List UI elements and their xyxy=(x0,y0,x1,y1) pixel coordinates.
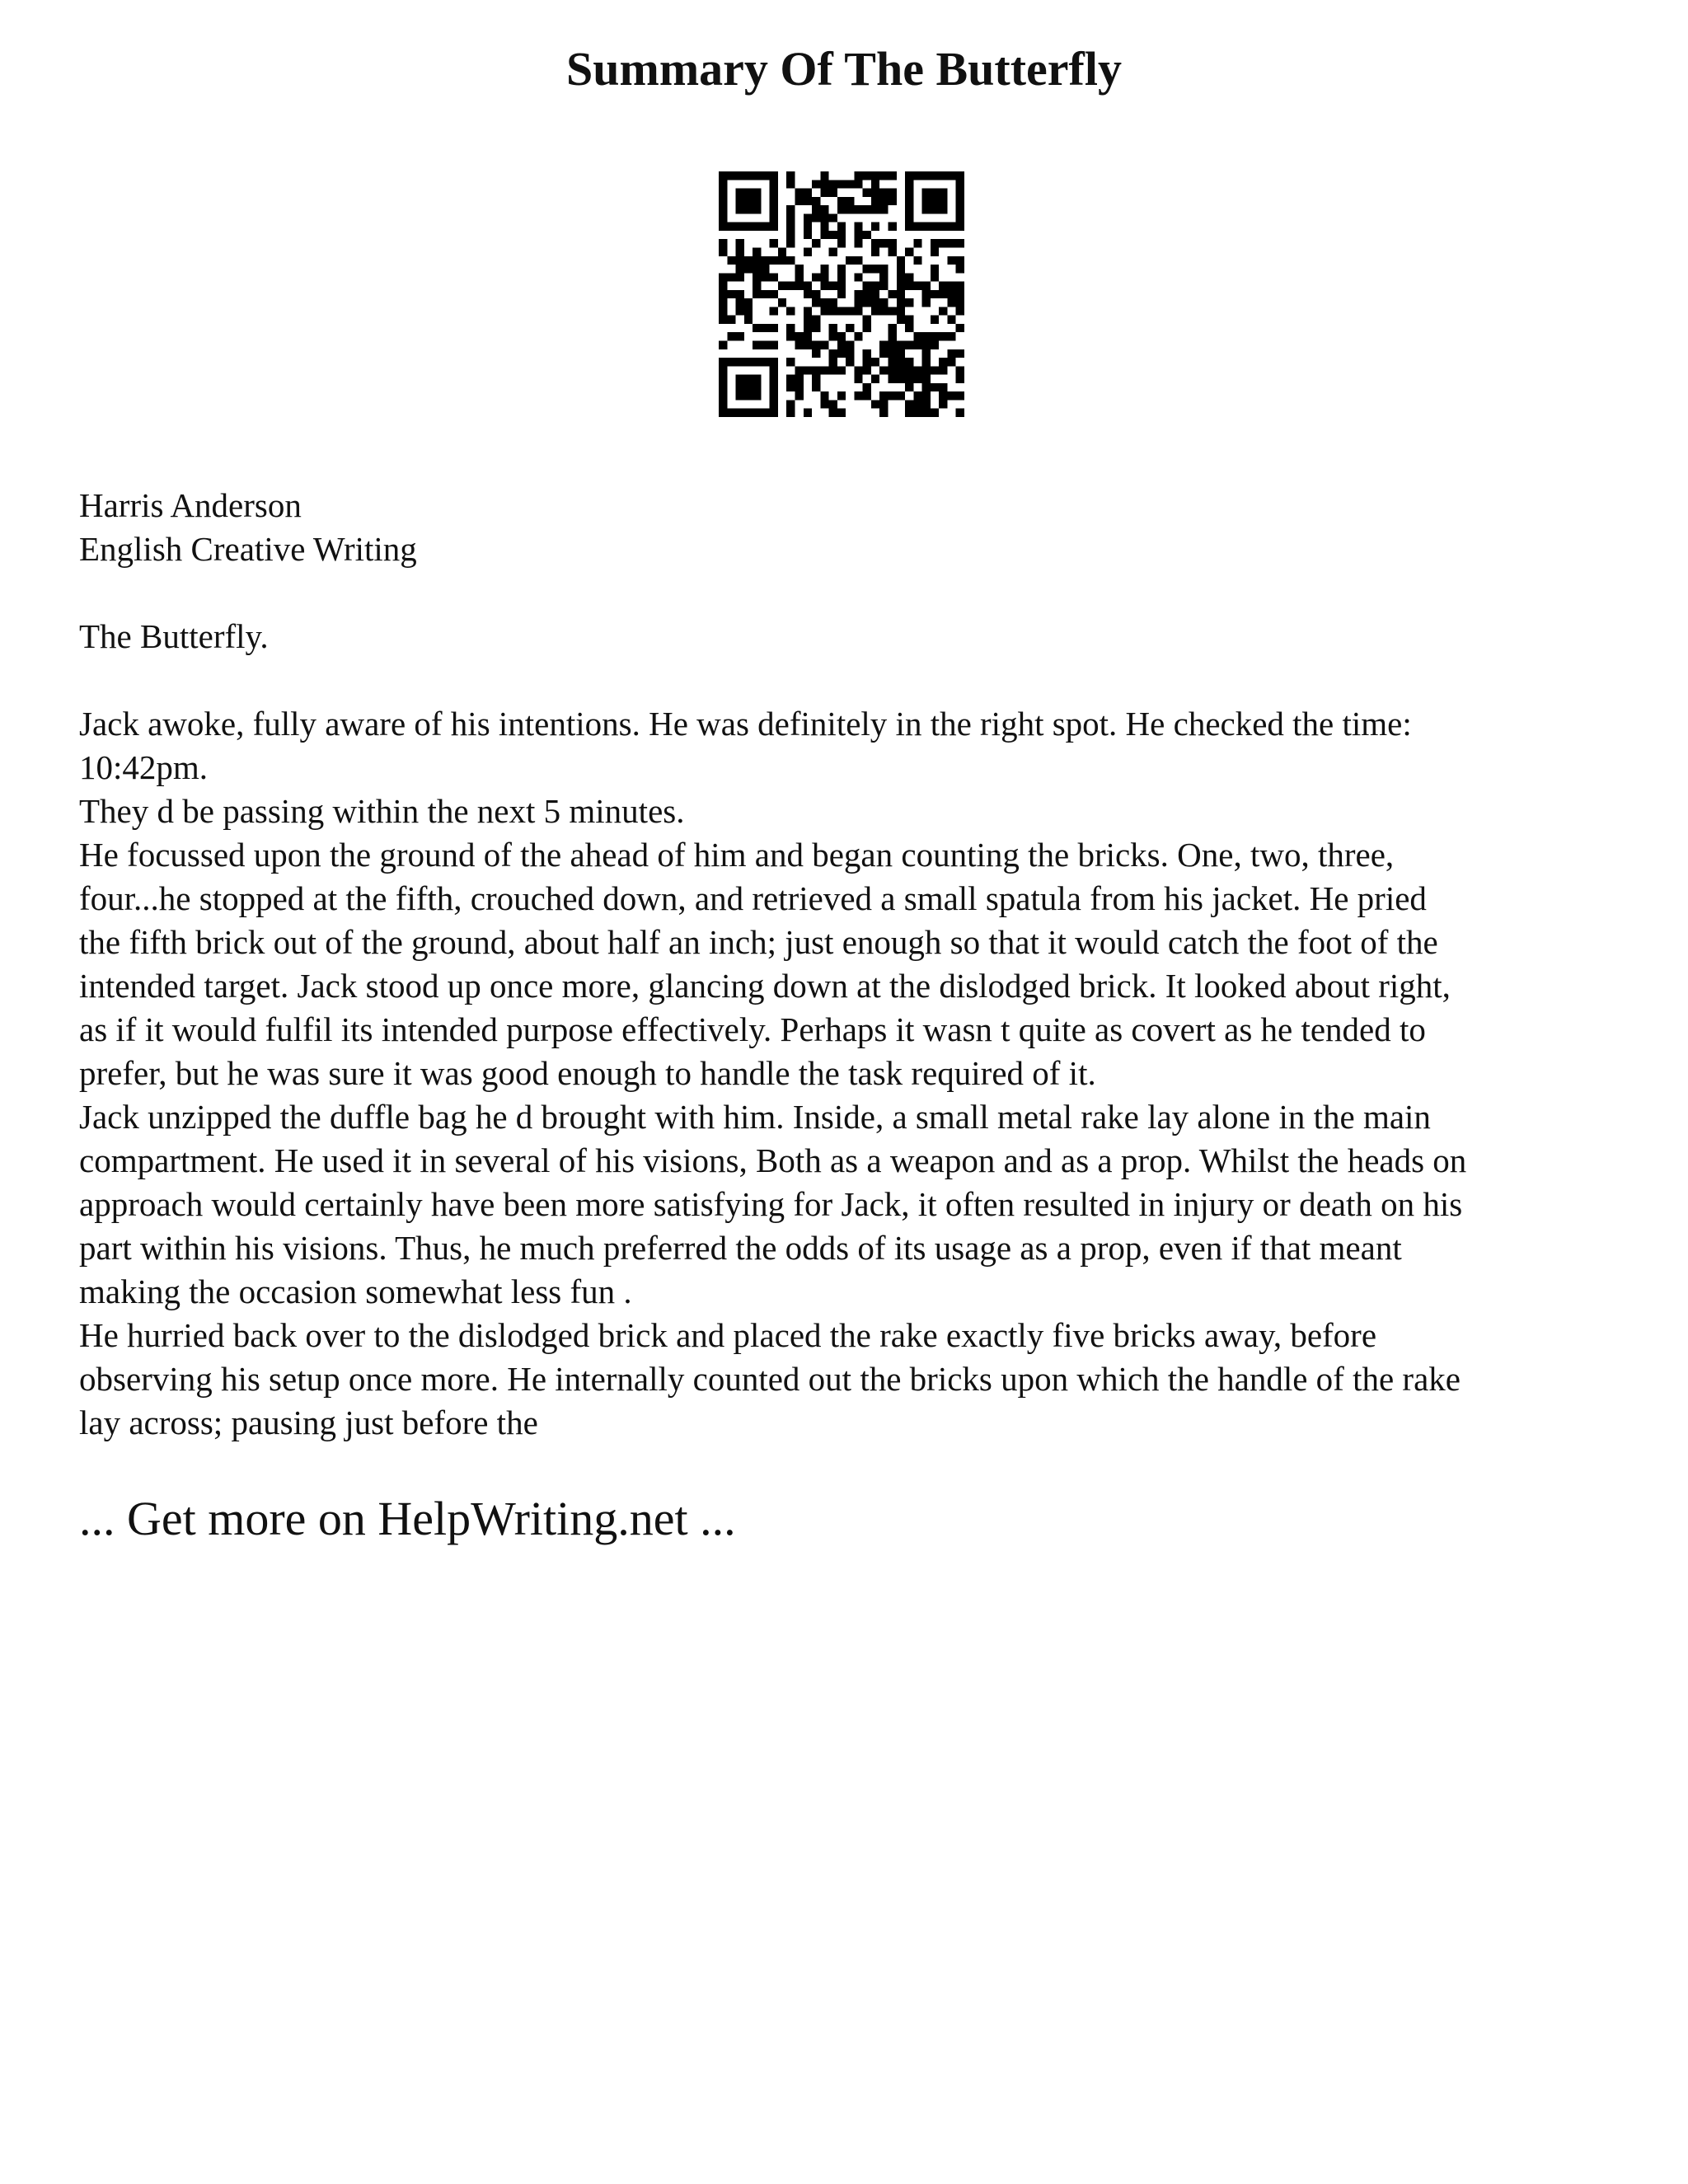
body-line: four...he stopped at the fifth, crouched down, and retrieved a small spatula from his jacket. He pried xyxy=(79,879,1427,917)
document-body xyxy=(79,484,1629,1445)
body-line: intended target. Jack stood up once more, glancing down at the dislodged brick. It looked about right, xyxy=(79,967,1451,1005)
qr-code-icon xyxy=(719,171,964,417)
body-line: approach would certainly have been more satisfying for Jack, it often resulted in injury or death on his xyxy=(79,1185,1463,1223)
body-line: the fifth brick out of the ground, about half an inch; just enough so that it would catch the foot of the xyxy=(79,923,1438,961)
body-line: They d be passing within the next 5 minutes. xyxy=(79,792,685,830)
get-more-link[interactable]: ... Get more on HelpWriting.net ... xyxy=(79,1492,736,1545)
body-line: part within his visions. Thus, he much preferred the odds of its usage as a prop, even if that meant xyxy=(79,1229,1402,1267)
body-line: making the occasion somewhat less fun . xyxy=(79,1272,632,1310)
author-name: Harris Anderson xyxy=(79,486,302,524)
story-title: The Butterfly. xyxy=(79,617,269,655)
body-line: as if it would fulfil its intended purpose effectively. Perhaps it wasn t quite as covert as he tended to xyxy=(79,1010,1426,1048)
body-line: Jack awoke, fully aware of his intentions. He was definitely in the right spot. He checked the time: xyxy=(79,705,1412,743)
document-title: Summary Of The Butterfly xyxy=(566,42,1122,96)
body-line: He focussed upon the ground of the ahead of him and began counting the bricks. One, two, three, xyxy=(79,836,1395,874)
course-name: English Creative Writing xyxy=(79,530,417,568)
body-line: compartment. He used it in several of his visions, Both as a weapon and as a prop. Whilst the heads on xyxy=(79,1141,1467,1179)
body-line: Jack unzipped the duffle bag he d brought with him. Inside, a small metal rake lay alone in the main xyxy=(79,1098,1431,1136)
body-line: prefer, but he was sure it was good enough to handle the task required of it. xyxy=(79,1054,1096,1092)
body-line: He hurried back over to the dislodged brick and placed the rake exactly five bricks away, before xyxy=(79,1316,1377,1354)
body-line: lay across; pausing just before the xyxy=(79,1404,538,1441)
body-line: observing his setup once more. He internally counted out the bricks upon which the handle of the rake xyxy=(79,1360,1461,1398)
body-line: 10:42pm. xyxy=(79,748,209,786)
